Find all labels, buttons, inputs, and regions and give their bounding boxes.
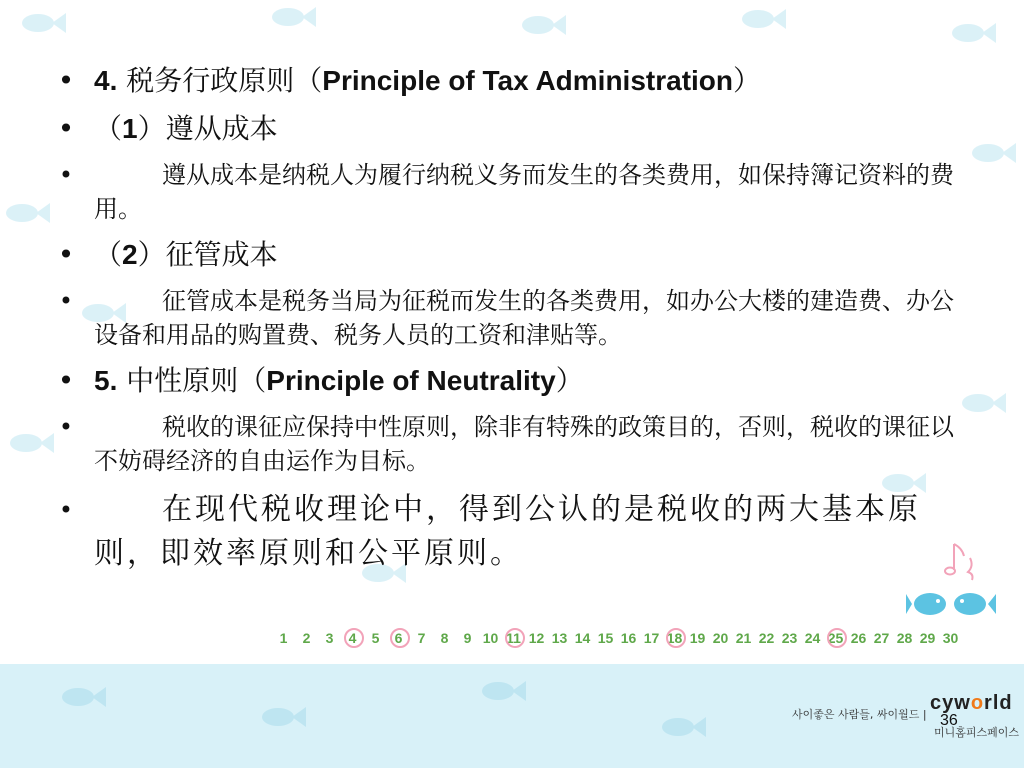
fish-pair-icon [906, 584, 996, 620]
strip-number: 19 [689, 630, 706, 646]
bullet: • [58, 287, 74, 315]
brand-tagline: 사이좋은 사람들, 싸이월드 | [792, 708, 927, 721]
strip-number: 21 [735, 630, 752, 646]
strip-number: 7 [417, 630, 426, 646]
fish-decoration [660, 714, 706, 740]
strip-number: 17 [643, 630, 660, 646]
fish-decoration [740, 6, 786, 32]
strip-number: 10 [482, 630, 499, 646]
fish-decoration [520, 12, 566, 38]
bullet: • [58, 413, 74, 441]
strip-number: 27 [873, 630, 890, 646]
strip-number: 14 [574, 630, 591, 646]
strip-number: 22 [758, 630, 775, 646]
paragraph-administrative-cost: • 征管成本是税务当局为征税而发生的各类费用，如办公大楼的建造费、办公设备和用品的购置费、税务人员的工资和津贴等。 [56, 284, 976, 352]
slide-content [56, 62, 976, 576]
number-strip [272, 630, 962, 646]
paragraph-compliance-cost: • 遵从成本是纳税人为履行纳税义务而发生的各类费用，如保持簿记资料的费用。 [56, 158, 976, 226]
bullet: • [57, 364, 75, 397]
strip-number: 6 [387, 630, 410, 646]
fish-decoration [970, 140, 1016, 166]
strip-number: 11 [502, 630, 525, 646]
subheading-administrative-cost: • （2）征管成本 [56, 236, 976, 274]
bullet: • [58, 161, 74, 189]
strip-number: 30 [942, 630, 959, 646]
page-number: 36 [940, 712, 958, 729]
strip-number: 15 [597, 630, 614, 646]
strip-number: 23 [781, 630, 798, 646]
strip-number: 2 [302, 630, 311, 646]
strip-number: 4 [341, 630, 364, 646]
fish-decoration [480, 678, 526, 704]
strip-number: 9 [463, 630, 472, 646]
strip-number: 13 [551, 630, 568, 646]
brand-subtitle: 미니홈피스페이스 [934, 726, 1020, 739]
paragraph-neutrality: • 税收的课征应保持中性原则，除非有特殊的政策目的，否则，税收的课征以不妨碍经济的自由运作为目标。 [56, 410, 976, 478]
bullet: • [58, 496, 74, 524]
cyworld-logo: cyworld [930, 692, 1013, 714]
subheading-compliance-cost: • （1）遵从成本 [56, 110, 976, 148]
strip-number: 12 [528, 630, 545, 646]
fish-decoration [4, 200, 50, 226]
strip-number: 5 [371, 630, 380, 646]
paragraph-two-principles: • 在现代税收理论中，得到公认的是税收的两大基本原则，即效率原则和公平原则。 [56, 488, 976, 576]
fish-decoration [270, 4, 316, 30]
bullet: • [57, 64, 75, 97]
strip-number: 20 [712, 630, 729, 646]
strip-number: 29 [919, 630, 936, 646]
strip-number: 18 [663, 630, 686, 646]
bullet: • [57, 112, 75, 145]
fish-decoration [60, 684, 106, 710]
music-note-icon [940, 536, 980, 586]
strip-number: 1 [279, 630, 288, 646]
strip-number: 26 [850, 630, 867, 646]
heading-tax-administration: • 4. 税务行政原则（Principle of Tax Administration） [56, 62, 976, 100]
strip-number: 28 [896, 630, 913, 646]
fish-decoration [950, 20, 996, 46]
strip-number: 25 [824, 630, 847, 646]
fish-decoration [260, 704, 306, 730]
fish-decoration [8, 430, 54, 456]
strip-number: 3 [325, 630, 334, 646]
strip-number: 24 [804, 630, 821, 646]
bullet: • [57, 238, 75, 271]
strip-number: 16 [620, 630, 637, 646]
fish-decoration [20, 10, 66, 36]
strip-number: 8 [440, 630, 449, 646]
heading-neutrality: • 5. 中性原则（Principle of Neutrality） [56, 362, 976, 400]
